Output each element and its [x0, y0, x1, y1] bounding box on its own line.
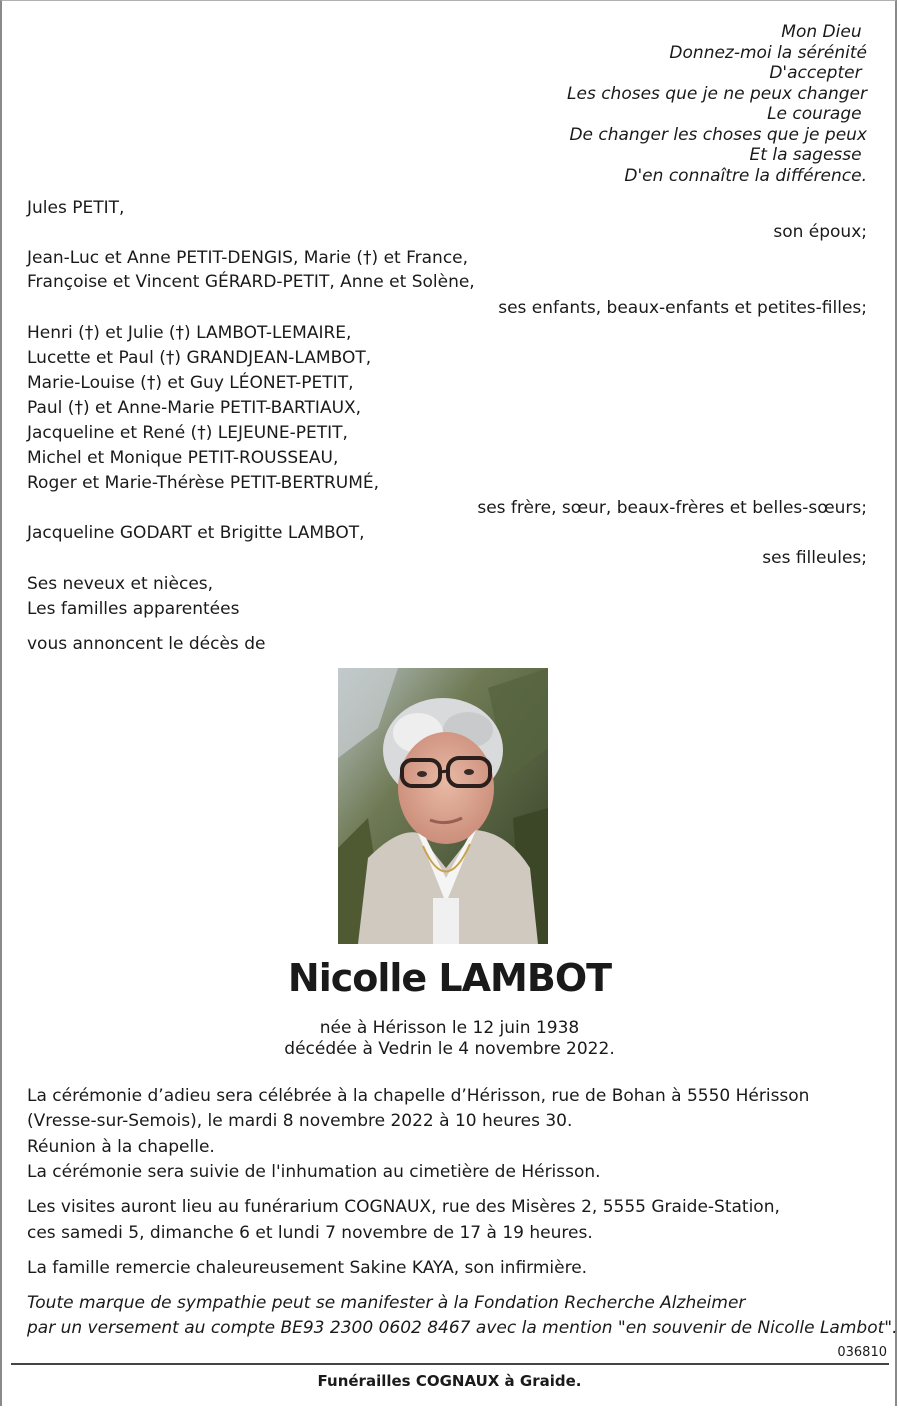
donation-line: Toute marque de sympathie peut se manifester à la Fondation Recherche Alzheimer — [27, 1293, 746, 1313]
poem — [567, 22, 867, 186]
funeral-home-footer: Funérailles COGNAUX à Graide. — [317, 1372, 582, 1390]
spouse-role: son époux; — [773, 222, 867, 242]
poem-line: Donnez-moi la sérénité — [669, 42, 867, 63]
sibling-line: Lucette et Paul (†) GRANDJEAN-LAMBOT, — [27, 348, 372, 368]
poem-line: D'en connaître la différence. — [624, 165, 867, 186]
ceremony-line: La cérémonie d’adieu sera célébrée à la chapelle d’Hérisson, rue de Bohan à 5550 Hérisson — [27, 1086, 810, 1106]
birth-line: née à Hérisson le 12 juin 1938 — [319, 1018, 580, 1038]
divider — [11, 1363, 889, 1365]
spouse-name: Jules PETIT, — [27, 198, 125, 218]
poem-line: De changer les choses que je peux — [569, 124, 867, 145]
visits-line: Les visites auront lieu au funérarium COGNAUX, rue des Misères 2, 5555 Graide-Station, — [27, 1197, 780, 1217]
visits-line: ces samedi 5, dimanche 6 et lundi 7 novembre de 17 à 19 heures. — [27, 1223, 593, 1243]
life-dates — [0, 1018, 899, 1060]
sibling-line: Roger et Marie-Thérèse PETIT-BERTRUMÉ, — [27, 473, 380, 493]
godchildren-line: Jacqueline GODART et Brigitte LAMBOT, — [27, 523, 365, 543]
reference-number: 036810 — [837, 1345, 887, 1360]
children-line: Françoise et Vincent GÉRARD-PETIT, Anne et Solène, — [27, 272, 475, 292]
donation-line: par un versement au compte BE93 2300 0602 8467 avec la mention "en souvenir de Nicolle Lambot". — [27, 1318, 898, 1338]
children-role: ses enfants, beaux-enfants et petites-filles; — [498, 298, 867, 318]
sibling-line: Paul (†) et Anne-Marie PETIT-BARTIAUX, — [27, 398, 362, 418]
children-line: Jean-Luc et Anne PETIT-DENGIS, Marie (†) et France, — [27, 248, 469, 268]
poem-line: Les choses que je ne peux changer — [567, 83, 867, 104]
sibling-line: Jacqueline et René (†) LEJEUNE-PETIT, — [27, 423, 348, 443]
announcement: vous annoncent le décès de — [27, 634, 266, 654]
sibling-line: Michel et Monique PETIT-ROUSSEAU, — [27, 448, 339, 468]
death-line: décédée à Vedrin le 4 novembre 2022. — [284, 1039, 615, 1059]
sibling-line: Henri (†) et Julie (†) LAMBOT-LEMAIRE, — [27, 323, 352, 343]
portrait-photo — [338, 668, 548, 944]
others-line: Les familles apparentées — [27, 599, 240, 619]
poem-line: D'accepter — [769, 63, 867, 83]
ceremony-line: Réunion à la chapelle. — [27, 1137, 215, 1157]
sibling-line: Marie-Louise (†) et Guy LÉONET-PETIT, — [27, 373, 354, 393]
siblings-role: ses frère, sœur, beaux-frères et belles-sœurs; — [477, 498, 867, 518]
deceased-name: Nicolle LAMBOT — [287, 956, 612, 1000]
ceremony-line: (Vresse-sur-Semois), le mardi 8 novembre 2022 à 10 heures 30. — [27, 1111, 573, 1131]
others-line: Ses neveux et nièces, — [27, 574, 214, 594]
ceremony-line: La cérémonie sera suivie de l'inhumation au cimetière de Hérisson. — [27, 1162, 601, 1182]
poem-line: Mon Dieu — [781, 22, 867, 42]
poem-line: Le courage — [767, 104, 867, 124]
poem-line: Et la sagesse — [749, 145, 867, 165]
thanks-line: La famille remercie chaleureusement Sakine KAYA, son infirmière. — [27, 1258, 588, 1278]
godchildren-role: ses filleules; — [762, 548, 867, 568]
